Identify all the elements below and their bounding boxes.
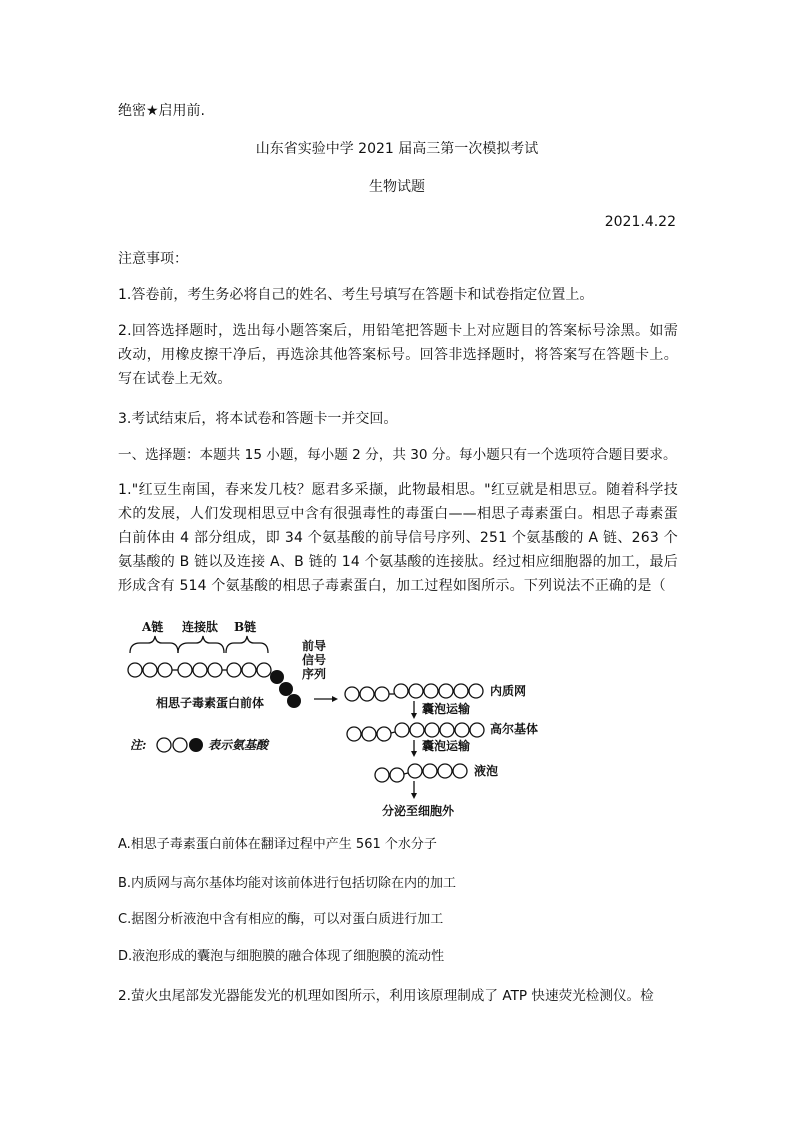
- vacuole-label: 液泡: [474, 764, 499, 778]
- option-b: B.内质网与高尔基体均能对该前体进行包括切除在内的加工: [118, 876, 457, 891]
- option-a: A.相思子毒素蛋白前体在翻译过程中产生 561 个水分子: [118, 837, 437, 852]
- note-item-2: 2.回答选择题时，选出每小题答案后，用铅笔把答题卡上对应题目的答案标号涂黑。如需改动，用橡皮擦干净后，再选涂其他答案标号。回答非选择题时，将答案写在答题卡上。写在试卷上无效。: [118, 323, 678, 387]
- legend-prefix: 注:: [130, 738, 147, 752]
- a-chain-label: A链: [142, 620, 164, 634]
- question-1-stem: 1."红豆生南国，春来发几枝？愿君多采撷，此物最相思。"红豆就是相思豆。随着科学技术的发展，人们发现相思豆中含有很强毒性的毒蛋白——相思子毒素蛋白。相思子毒素蛋白前体由 4 部分组成，即 34 个氨基酸的前导信号序列、251 个氨基酸的 A 链、263 个氨基酸的 B 链以及连接 A、B 链的 14 个氨基酸的连接肽。经过相应细胞器的加工，最后形成含有 514 个氨基酸的相思子毒素蛋白，加工过程如图所示。下列说法不正确的是（: [118, 482, 678, 594]
- confidential-mark: 绝密★启用前.: [118, 103, 206, 119]
- notes-heading: 注意事项：: [118, 251, 188, 267]
- signal-label-3: 序列: [302, 667, 327, 681]
- legend-text: 表示氨基酸: [208, 738, 269, 752]
- note-item-1: 1.答卷前，考生务必将自己的姓名、考生号填写在答题卡和试卷指定位置上。: [118, 287, 594, 303]
- secrete-label: 分泌至细胞外: [382, 804, 455, 818]
- signal-label-2: 信号: [302, 653, 327, 667]
- vesicle-transport-label-1: 囊泡运输: [422, 702, 471, 716]
- option-c: C.据图分析液泡中含有相应的酶，可以对蛋白质进行加工: [118, 912, 444, 927]
- option-d: D.液泡形成的囊泡与细胞膜的融合体现了细胞膜的流动性: [118, 949, 445, 964]
- exam-title: 山东省实验中学 2021 届高三第一次模拟考试: [255, 141, 539, 157]
- question-2-stem: 2.萤火虫尾部发光器能发光的机理如图所示，利用该原理制成了 ATP 快速荧光检测仪。检: [118, 988, 654, 1004]
- exam-date: 2021.4.22: [604, 214, 676, 230]
- linker-label: 连接肽: [182, 620, 219, 634]
- golgi-label: 高尔基体: [490, 722, 539, 736]
- vesicle-transport-label-2: 囊泡运输: [422, 739, 471, 753]
- section-heading: 一、选择题：本题共 15 小题，每小题 2 分，共 30 分。每小题只有一个选项符合题目要求。: [118, 447, 677, 463]
- signal-label-1: 前导: [302, 639, 327, 653]
- b-chain-label: B链: [234, 620, 257, 634]
- er-label: 内质网: [490, 684, 527, 698]
- note-item-3: 3.考试结束后，将本试卷和答题卡一并交回。: [118, 411, 398, 427]
- precursor-label: 相思子毒素蛋白前体: [156, 696, 265, 710]
- protein-processing-figure: [118, 615, 558, 820]
- subject-title: 生物试题: [369, 179, 425, 195]
